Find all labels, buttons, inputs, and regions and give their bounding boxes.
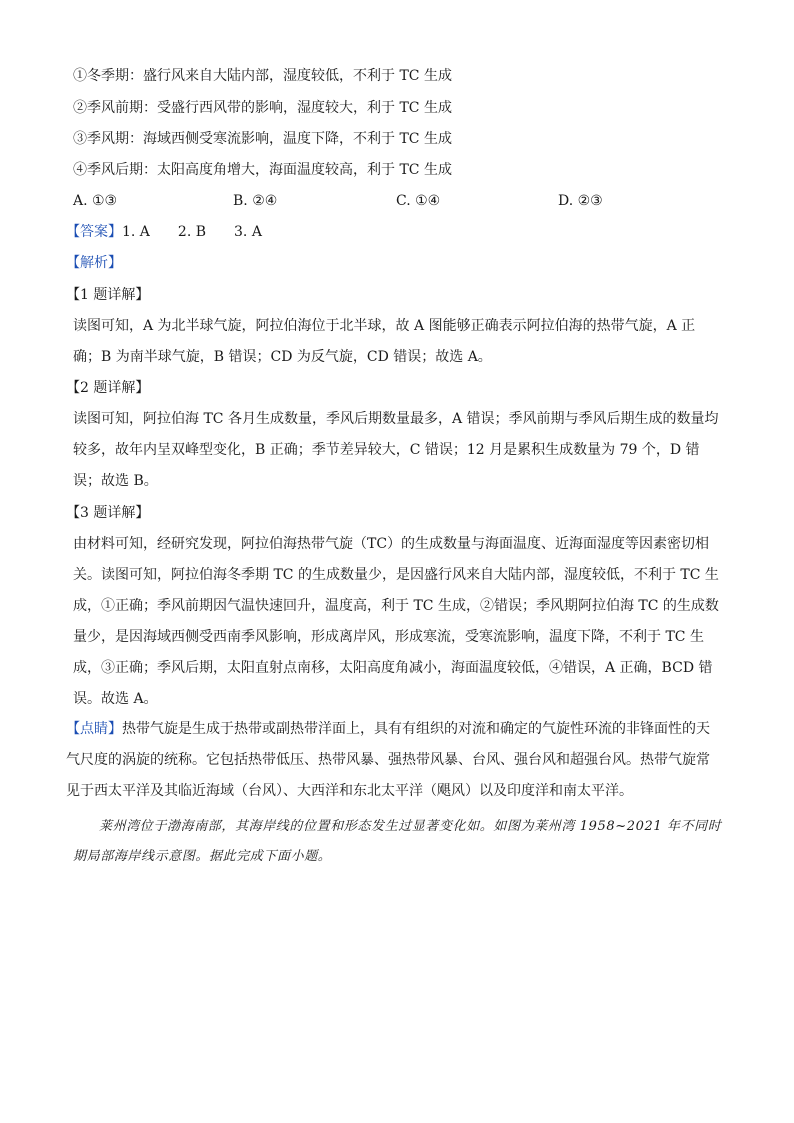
analysis-label: 【解析】 [66,255,122,271]
option-a: A. ①③ [73,193,118,209]
tip-paragraph [66,714,722,807]
option-b: B. ②④ [233,193,278,209]
answer-label: 【答案】 [66,224,122,240]
tip-label: 【点睛】 [66,721,122,737]
answer-text: 1. A 2. B 3. A [122,224,262,240]
statement-3: ③季风期：海域西侧受寒流影响，温度下降，不利于 TC 生成 [73,131,452,147]
statement-1: ①冬季期：盛行风来自大陆内部，湿度较低，不利于 TC 生成 [73,68,452,84]
q3-header: 【3 题详解】 [66,505,150,521]
tip-text: 热带气旋是生成于热带或副热带洋面上，具有有组织的对流和确定的气旋性环流的非锋面性的天气尺度的涡旋的统称。它包括热带低压、热带风暴、强热带风暴、台风、强台风和超强台风。热带气旋常见于西太平洋及其临近海域（台风）、大西洋和东北太平洋（飓风）以及印度洋和南太平洋。 [66,721,710,799]
q2-header: 【2 题详解】 [66,380,150,396]
q1-explanation: 读图可知，A 为北半球气旋，阿拉伯海位于北半球，故 A 图能够正确表示阿拉伯海的热带气旋，A 正确；B 为南半球气旋，B 错误；CD 为反气旋，CD 错误；故选 A。 [73,318,696,365]
answer-line [66,222,262,242]
q2-explanation: 读图可知，阿拉伯海 TC 各月生成数量，季风后期数量最多，A 错误；季风前期与季风后期生成的数量均较多，故年内呈双峰型变化，B 正确；季节差异较大，C 错误；12 月是累积生成数量为 79 个，D 错误；故选 B。 [73,411,719,489]
statement-4: ④季风后期：太阳高度角增大，海面温度较高，利于 TC 生成 [73,162,452,178]
option-c: C. ①④ [396,193,441,209]
statement-2: ②季风前期：受盛行西风带的影响，湿度较大，利于 TC 生成 [73,100,452,116]
q3-explanation: 由材料可知，经研究发现，阿拉伯海热带气旋（TC）的生成数量与海面温度、近海面湿度等因素密切相关。读图可知，阿拉伯海冬季期 TC 的生成数量少，是因盛行风来自大陆内部，湿度较低，不利于 TC 生成，①正确；季风前期因气温快速回升，温度高，利于 TC 生成，②错误；季风期阿拉伯海 TC 的生成数量少，是因海域西侧受西南季风影响，形成离岸风，形成寒流，受寒流影响，温度下降，不利于 TC 生成，③正确；季风后期，太阳直射点南移，太阳高度角减小，海面温度较低，④错误，A 正确，BCD 错误。故选 A。 [73,536,719,707]
q1-header: 【1 题详解】 [66,287,150,303]
option-d: D. ②③ [558,193,603,209]
next-question-material: 莱州湾位于渤海南部，其海岸线的位置和形态发生过显著变化如。如图为莱州湾 1958~2021 年不同时期局部海岸线示意图。据此完成下面小题。 [73,819,722,864]
